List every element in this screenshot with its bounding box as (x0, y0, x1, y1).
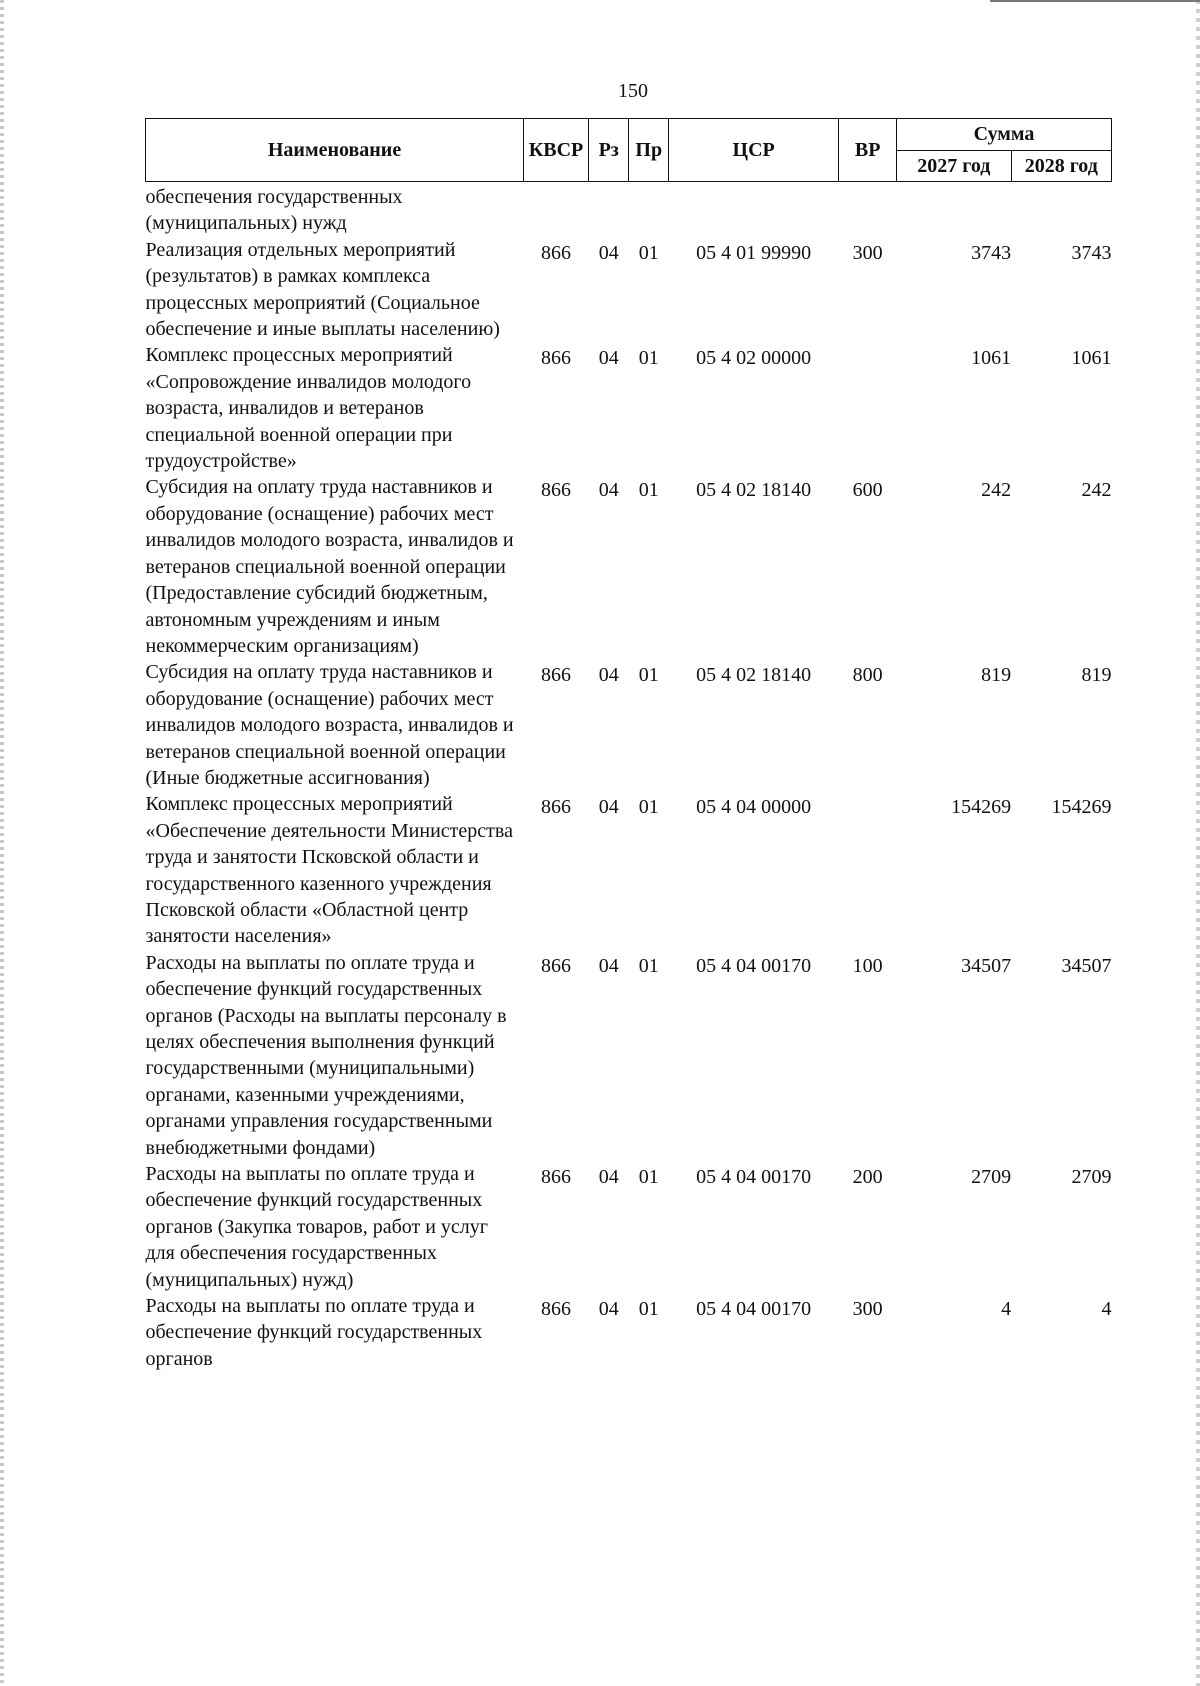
cell-csr: 05 4 04 00000 (696, 796, 812, 819)
cell-2028: 154269 (1051, 796, 1112, 819)
cell-name: Субсидия на оплату труда наставников и оборудование (оснащение) рабочих мест инвалидов молодого возраста, инвалидов и ветеранов специальной военной операции (Иные бюджетные ассигнования) (145, 661, 514, 789)
cell-name: Комплекс процессных мероприятий «Обеспечение деятельности Министерства труда и занятости Псковской области и государственного казенного учреждения Псковской области «Областной центр занятости населения» (145, 793, 513, 948)
cell-rz: 04 (598, 664, 619, 687)
cell-2028: 242 (1081, 479, 1112, 502)
cell-2027 (897, 182, 1012, 237)
cell-2028: 819 (1081, 664, 1112, 687)
cell-vr: 600 (852, 479, 883, 502)
cell-pr: 01 (638, 796, 659, 819)
header-sum: Сумма (897, 119, 1112, 151)
header-csr: ЦСР (669, 119, 839, 182)
cell-2027: 1061 (971, 347, 1012, 370)
cell-kvsr: 866 (541, 479, 571, 502)
cell-csr: 05 4 01 99990 (696, 241, 812, 264)
cell-rz: 04 (598, 347, 619, 370)
cell-csr: 05 4 04 00170 (696, 1298, 812, 1321)
cell-kvsr: 866 (541, 347, 571, 370)
cell-vr: 800 (852, 664, 883, 687)
cell-vr: 300 (852, 1298, 883, 1321)
cell-2028 (1011, 182, 1111, 237)
cell-2027: 2709 (971, 1166, 1012, 1189)
table-row (146, 791, 1112, 949)
cell-kvsr: 866 (541, 664, 571, 687)
cell-pr: 01 (638, 241, 659, 264)
table-row (146, 474, 1112, 659)
table-row (146, 182, 1112, 237)
header-year-2027: 2027 год (897, 150, 1012, 182)
cell-kvsr: 866 (541, 241, 571, 264)
cell-vr: 300 (852, 241, 883, 264)
cell-rz: 04 (598, 1298, 619, 1321)
cell-kvsr: 866 (541, 1166, 571, 1189)
cell-csr: 05 4 02 18140 (696, 479, 812, 502)
cell-name: Субсидия на оплату труда наставников и оборудование (оснащение) рабочих мест инвалидов молодого возраста, инвалидов и ветеранов специальной военной операции (Предоставление субсидий бюджетным, автономным учреждениям и иным некоммерческим организациям) (145, 476, 514, 657)
cell-vr: 100 (852, 954, 883, 977)
cell-name: Комплекс процессных мероприятий «Сопровождение инвалидов молодого возраста, инвалидов и ветеранов специальной военной операции при трудоустройстве» (145, 344, 472, 473)
table-body (146, 182, 1112, 1373)
header-vr: ВР (839, 119, 897, 182)
cell-2028: 1061 (1071, 347, 1112, 370)
cell-2027: 154269 (951, 796, 1012, 819)
cell-rz: 04 (598, 954, 619, 977)
header-pr: Пр (629, 119, 669, 182)
table-row (146, 237, 1112, 343)
cell-name: Расходы на выплаты по оплате труда и обеспечение функций государственных органов (145, 1295, 483, 1370)
cell-2027: 3743 (971, 241, 1012, 264)
table-row (146, 659, 1112, 791)
cell-csr: 05 4 04 00170 (696, 1166, 812, 1189)
cell-kvsr: 866 (541, 796, 571, 819)
cell-vr (839, 791, 897, 949)
cell-csr: 05 4 02 18140 (696, 664, 812, 687)
cell-csr: 05 4 04 00170 (696, 954, 812, 977)
header-year-2028: 2028 год (1011, 150, 1111, 182)
cell-2027: 819 (981, 664, 1012, 687)
cell-vr (839, 182, 897, 237)
cell-rz: 04 (598, 479, 619, 502)
cell-pr: 01 (638, 1166, 659, 1189)
cell-rz: 04 (598, 1166, 619, 1189)
cell-rz (588, 182, 629, 237)
cell-name: Расходы на выплаты по оплате труда и обеспечение функций государственных органов (Расходы на выплаты персоналу в целях обеспечения выполнения функций государственными (муниципальными) органами, казенными учреждениями, органами управления государственными внебюджетными фондами) (145, 951, 507, 1159)
scan-edge-left (0, 0, 4, 1686)
scan-top-rule (990, 0, 1200, 2)
cell-vr (839, 342, 897, 474)
cell-2027: 4 (1001, 1298, 1012, 1321)
cell-vr: 200 (852, 1166, 883, 1189)
cell-kvsr: 866 (541, 954, 571, 977)
cell-pr: 01 (638, 1298, 659, 1321)
budget-table (145, 118, 1112, 1372)
header-kvsr: КВСР (524, 119, 589, 182)
cell-2027: 34507 (961, 954, 1012, 977)
cell-pr: 01 (638, 347, 659, 370)
cell-pr: 01 (638, 664, 659, 687)
cell-pr: 01 (638, 954, 659, 977)
table-header (146, 119, 1112, 182)
cell-rz: 04 (598, 796, 619, 819)
scan-edge-right (1196, 0, 1200, 1686)
cell-csr (669, 182, 839, 237)
cell-2027: 242 (981, 479, 1012, 502)
cell-2028: 2709 (1071, 1166, 1112, 1189)
cell-kvsr: 866 (541, 1298, 571, 1321)
cell-2028: 4 (1101, 1298, 1112, 1321)
cell-name: Реализация отдельных мероприятий (результатов) в рамках комплекса процессных мероприятий (Социальное обеспечение и иные выплаты населению) (145, 238, 500, 341)
page-number: 150 (618, 80, 648, 102)
cell-name: Расходы на выплаты по оплате труда и обеспечение функций государственных органов (Закупка товаров, работ и услуг для обеспечения государственных (муниципальных) нужд) (145, 1163, 488, 1291)
header-name: Наименование (146, 119, 524, 182)
cell-pr (629, 182, 669, 237)
cell-kvsr (524, 182, 589, 237)
cell-csr: 05 4 02 00000 (696, 347, 812, 370)
cell-name: обеспечения государственных (муниципальных) нужд (145, 186, 403, 235)
table-row (146, 342, 1112, 474)
table-row (146, 1293, 1112, 1372)
cell-2028: 34507 (1061, 954, 1112, 977)
cell-pr: 01 (638, 479, 659, 502)
cell-rz: 04 (598, 241, 619, 264)
table-row (146, 1161, 1112, 1293)
header-rz: Рз (588, 119, 629, 182)
table-row (146, 950, 1112, 1161)
cell-2028: 3743 (1071, 241, 1112, 264)
